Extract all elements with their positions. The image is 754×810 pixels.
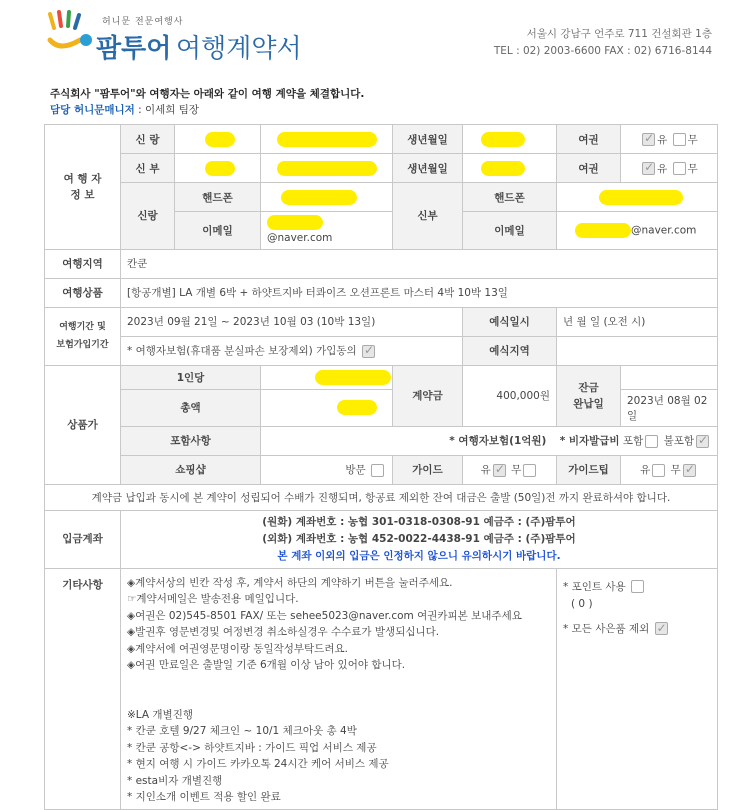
balance-label: 잔금 완납일 [557,365,621,426]
redaction [277,132,377,147]
manager-value: : 이세희 팀장 [134,104,200,116]
redaction [281,190,357,205]
product-value: [항공개별] LA 개별 6박 + 하얏트지바 터콰이즈 오션프론트 마스터 4박 10박 13일 [121,278,718,307]
groom-email-domain: @naver.com [267,231,333,244]
note-line: ◈여권 만료일은 출발일 기준 6개월 이상 남아 있어야 합니다. [127,659,406,671]
checkbox-checked-icon[interactable] [696,435,709,448]
redaction [315,370,391,385]
redaction [205,161,235,176]
bride-phone-field[interactable] [557,183,718,212]
redaction [481,132,525,147]
per-person-label: 1인당 [121,365,261,389]
period-dates: 2023년 09월 21일 ~ 2023년 10월 03 (10박 13일) [121,307,463,336]
redaction [599,190,683,205]
redaction [205,132,235,147]
traveler-section-label: 여 행 자 정 보 [45,125,121,250]
groom-name-field[interactable] [175,125,261,154]
redaction [277,161,377,176]
visa-included-label: 포함 [622,435,644,447]
checkbox-icon[interactable] [645,435,658,448]
bride-phone-label: 핸드폰 [463,183,557,212]
total-label: 총액 [121,389,261,426]
payment-note: 계약금 납입과 동시에 본 계약이 성립되어 수배가 진행되며, 항공료 제외한 잔여 대금은 출발 (50일)전 까지 완료하셔야 합니다. [45,484,718,510]
bride-email-label: 이메일 [463,212,557,250]
checkbox-checked-icon[interactable] [362,345,375,358]
account-fx: (외화) 계좌번호 : 농협 452-0022-4438-91 예금주 : (주)팜투어 [262,532,576,545]
guide-label: 가이드 [393,455,463,484]
plan-line: * 칸쿤 호텔 9/27 체크인 ~ 10/1 체크아웃 총 4박 [127,725,357,737]
no-label: 무 [687,133,698,146]
contract-table [44,124,718,810]
no-label: 무 [670,464,681,476]
bride-passport-label: 여권 [557,154,621,183]
groom-passport-label: 여권 [557,125,621,154]
groom-phone-label: 핸드폰 [175,183,261,212]
total-field [261,389,393,426]
redaction [267,215,323,230]
deposit-value: 400,000원 [463,365,557,426]
checkbox-icon[interactable] [673,162,686,175]
etc-notes [121,568,557,809]
redaction [481,161,525,176]
checkbox-icon[interactable] [652,464,665,477]
insurance-consent [121,336,463,365]
checkbox-icon[interactable] [523,464,536,477]
intro [50,86,364,118]
account-krw: (원화) 계좌번호 : 농협 301-0318-0308-91 예금주 : (주)팜투어 [262,515,576,528]
visit-label: 방문 [345,464,366,476]
logo-icon [46,10,96,56]
guide-tip-options [621,455,718,484]
bride-contact-label: 신부 [393,183,463,250]
yes-label: 유 [480,464,491,476]
yes-label: 유 [657,133,668,146]
wedding-place-label: 예식지역 [463,336,557,365]
groom-phone-field[interactable] [261,183,393,212]
visa-fee-label: * 비자발급비 [559,435,620,447]
checkbox-icon[interactable] [631,580,644,593]
no-label: 무 [687,162,698,175]
guide-options [463,455,557,484]
product-label: 여행상품 [45,278,121,307]
company-address [494,26,712,60]
groom-english-field[interactable] [261,125,393,154]
logo-brand: 팜투어 [96,34,172,64]
price-section-label: 상품가 [45,365,121,484]
plan-line: ※LA 개별진행 [127,708,193,721]
bride-dob-label: 생년월일 [393,154,463,183]
bride-english-field[interactable] [261,154,393,183]
visa-not-included-label: 불포함 [663,435,694,447]
intro-text: 주식회사 "팜투어"와 여행자는 아래와 같이 여행 계약을 체결합니다. [50,88,365,100]
address-line: 서울시 강남구 언주로 711 건설회관 1층 [526,28,712,40]
shopping-options [261,455,393,484]
groom-email-field[interactable] [261,212,393,250]
manager-label: 담당 허니문매니저 [50,104,135,116]
gift-option [563,621,711,638]
plan-line: * 칸쿤 공항<-> 하얏트지바 : 가이드 픽업 서비스 제공 [127,741,377,754]
groom-dob-field[interactable] [463,125,557,154]
contact-line: TEL : 02) 2003-6600 FAX : 02) 6716-8144 [493,45,712,57]
note-line: ◈계약서에 여권영문명이랑 동일작성부탁드려요. [127,642,348,655]
wedding-date-label: 예식일시 [463,307,557,336]
etc-options [557,568,718,809]
guide-tip-label: 가이드팁 [557,455,621,484]
yes-label: 유 [640,464,651,476]
plan-line: * 현지 여행 시 가이드 카카오톡 24시간 케어 서비스 제공 [127,758,389,770]
bride-email-field[interactable] [557,212,718,250]
etc-label: 기타사항 [45,568,121,809]
account-info [121,510,718,568]
logo [46,10,306,64]
balance-blank [621,365,718,389]
note-line: ☞계약서메일은 발송전용 메일입니다. [127,593,299,605]
checkbox-icon[interactable] [673,133,686,146]
plan-line: * 지인소개 이벤트 적용 할인 완료 [127,791,281,803]
bride-dob-field[interactable] [463,154,557,183]
points-label: * 포인트 사용 [563,580,626,593]
shopping-label: 쇼핑샵 [121,455,261,484]
redaction [337,400,377,415]
note-line: ◈발권후 영문변경및 여정변경 취소하실경우 수수료가 발생되십니다. [127,626,440,638]
checkbox-checked-icon[interactable] [642,133,655,146]
groom-email-label: 이메일 [175,212,261,250]
region-label: 여행지역 [45,249,121,278]
document-title: 여행계약서 [176,34,302,64]
points-option [563,579,711,596]
included-options [261,426,718,455]
period-label: 여행기간 및 보험가입기간 [45,307,121,365]
yes-label: 유 [657,162,668,175]
checkbox-icon[interactable] [371,464,384,477]
checkbox-checked-icon[interactable] [493,464,506,477]
groom-contact-label: 신랑 [121,183,175,250]
account-label: 입금계좌 [45,510,121,568]
gift-label: * 모든 사은품 제외 [563,622,650,635]
plan-line: * esta비자 개별진행 [127,774,223,787]
bride-passport-options [621,154,718,183]
balance-date: 2023년 08월 02일 [621,389,718,426]
checkbox-checked-icon[interactable] [683,464,696,477]
account-warning: 본 계좌 이외의 입금은 인정하지 않으니 유의하시기 바랍니다. [277,549,561,562]
redaction [575,223,631,238]
header [0,0,754,70]
no-label: 무 [511,464,522,476]
bride-email-domain: @naver.com [631,224,697,237]
checkbox-checked-icon[interactable] [642,162,655,175]
wedding-date-value[interactable]: 년 월 일 (오전 시) [557,307,718,336]
insurance-consent-text: * 여행자보험(휴대품 분실파손 보장제외) 가입동의 [127,345,357,357]
logo-tagline: 허니문 전문여행사 [102,17,184,27]
per-person-field [261,365,393,389]
deposit-label: 계약금 [393,365,463,426]
groom-passport-options [621,125,718,154]
bride-name-field[interactable] [175,154,261,183]
included-insurance: * 여행자보험(1억원) [449,435,547,447]
bride-label: 신 부 [121,154,175,183]
note-line: ◈계약서상의 빈칸 작성 후, 계약서 하단의 계약하기 버튼을 눌러주세요. [127,576,453,589]
groom-dob-label: 생년월일 [393,125,463,154]
points-value: ( 0 ) [571,597,593,610]
wedding-place-value[interactable] [557,336,718,365]
manager-line [50,102,364,118]
included-label: 포함사항 [121,426,261,455]
region-value: 칸쿤 [121,249,718,278]
note-line: ◈여권은 02)545-8501 FAX/ 또는 sehee5023@naver.com 여권카피본 보내주세요 [127,609,522,622]
groom-label: 신 랑 [121,125,175,154]
checkbox-checked-icon[interactable] [655,622,668,635]
